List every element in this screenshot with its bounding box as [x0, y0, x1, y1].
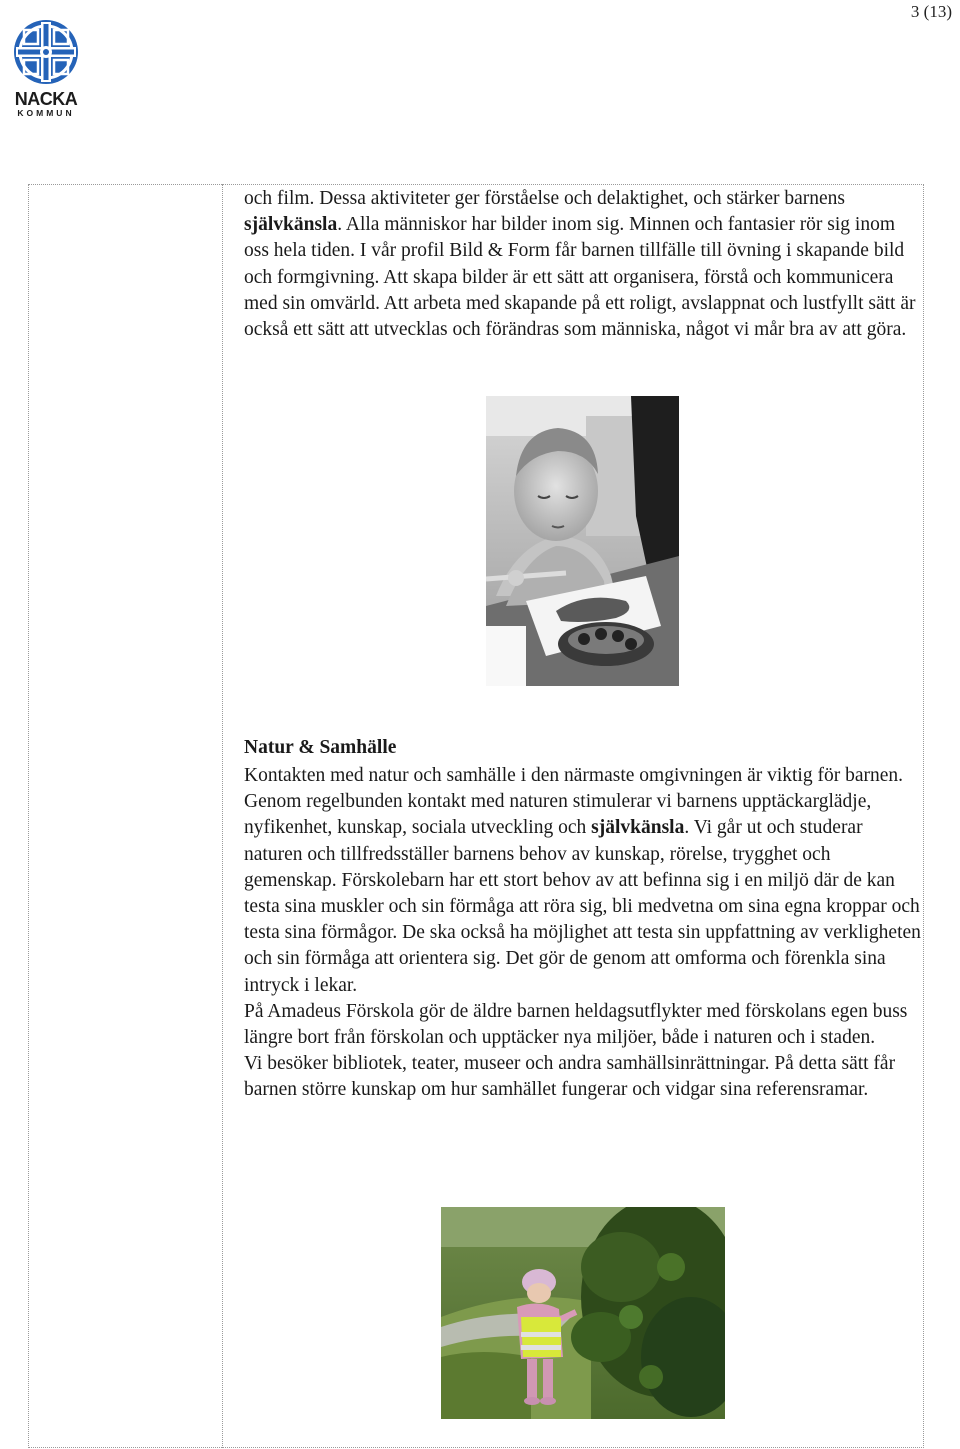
intro-text-part1: och film. Dessa aktiviteter ger förståelse och delaktighet, och stärker barnens [244, 188, 846, 209]
photo-child-painting [486, 396, 679, 686]
page-number: 3 (13) [910, 2, 952, 21]
intro-text [244, 186, 924, 343]
natur-paragraph-1 [244, 763, 924, 999]
natur-text-part2: . Vi går ut och studerar naturen och tillfredsställer barnens behov av kunskap, rörelse, trygghet och gemenskap. Förskolebarn har ett stort behov av att befinna sig i en miljö där de kan testa sina muskler och sin förmåga att röra sig, bli medvetna om sina egna kroppar och testa sina förmågor. De ska också ha möjlighet att testa sin uppfattning av verkligheten och sin förmåga att orientera sig. Det gör de genom att omforma och förenkla sina intryck i lekar. [244, 817, 921, 996]
natur-paragraph-2: På Amadeus Förskola gör de äldre barnen heldagsutflykter med förskolans egen buss längre bort från förskolan och upptäcker nya miljöer, både i naturen och i staden. [244, 1000, 908, 1049]
child-painting-image [486, 396, 679, 686]
nacka-kommun-emblem-icon [10, 18, 82, 90]
intro-bold-word: självkänsla [244, 214, 338, 236]
natur-samhalle-text [244, 763, 924, 1104]
child-nature-image [441, 1207, 725, 1419]
column-divider [222, 184, 223, 1448]
logo-subtitle: KOMMUN [17, 108, 75, 118]
natur-paragraph-3: Vi besöker bibliotek, teater, museer och andra samhällsinrättningar. På detta sätt får barnen större kunskap om hur samhället fungerar och vidgar sina referensramar. [244, 1053, 896, 1101]
intro-text-part2: . Alla människor har bilder inom sig. Minnen och fantasier rör sig inom oss hela tiden. I vår profil Bild & Form får barnen tillfälle till övning i skapande bild och formgivning. Att skapa bilder är ett sätt att organisera, förstå och kommunicera med sin omvärld. Att arbeta med skapande på ett roligt, avslappnat och lustfyllt sätt är också ett sätt att utvecklas och förändras som människa, något vi mår bra av att göra. [244, 214, 916, 341]
natur-text-part1: Kontakten med natur och samhälle i den närmaste omgivningen är viktig för barnen. Genom regelbunden kontakt med naturen stimulerar vi barnens upptäckarglädje, nyfikenhet, kunskap, sociala utveckling och [244, 765, 904, 839]
intro-paragraph [244, 186, 924, 343]
logo-name: NACKA [14, 89, 78, 109]
photo-child-in-nature [441, 1207, 725, 1419]
natur-bold-word: självkänsla [591, 817, 685, 839]
nacka-logo [10, 18, 82, 120]
section-heading-natur-samhalle: Natur & Samhälle [244, 737, 397, 758]
